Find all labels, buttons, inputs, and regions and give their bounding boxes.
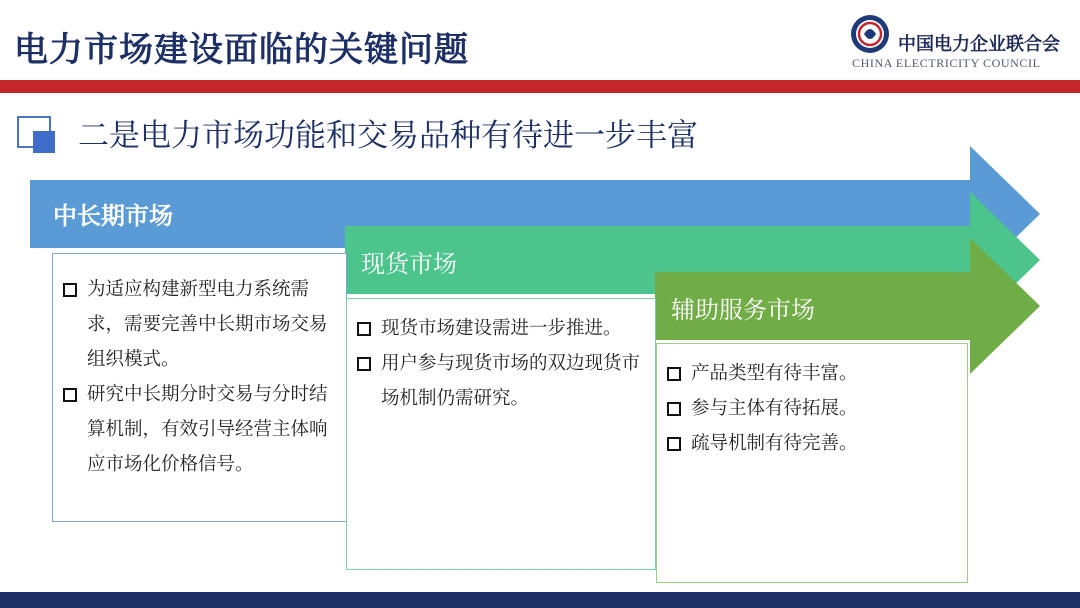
list-item: 为适应构建新型电力系统需求，需要完善中长期市场交易组织模式。 xyxy=(59,272,340,377)
spot-market-box xyxy=(346,298,656,570)
org-name-cn: 中国电力企业联合会 xyxy=(898,34,1060,55)
org-name-en: CHINA ELECTRICITY COUNCIL xyxy=(852,56,1041,70)
list-item: 研究中长期分时交易与分时结算机制，有效引导经营主体响应市场化价格信号。 xyxy=(59,377,340,482)
ancillary-market-box xyxy=(656,343,968,583)
section-subtitle: 二是电力市场功能和交易品种有待进一步丰富 xyxy=(78,118,698,154)
list-item: 产品类型有待丰富。 xyxy=(663,356,961,391)
checkbox-icon xyxy=(667,437,681,451)
footer-bar xyxy=(0,592,1080,608)
checkbox-icon xyxy=(63,388,77,402)
list-item: 用户参与现货市场的双边现货市场机制仍需研究。 xyxy=(353,346,649,416)
list-item: 参与主体有待拓展。 xyxy=(663,391,961,426)
page-title: 电力市场建设面临的关键问题 xyxy=(14,30,469,70)
checkbox-icon xyxy=(667,367,681,381)
market-label-spot: 现货市场 xyxy=(361,250,457,278)
list-item: 现货市场建设需进一步推进。 xyxy=(353,311,649,346)
checkbox-icon xyxy=(63,283,77,297)
long-term-market-box xyxy=(52,253,347,522)
list-item: 疏导机制有待完善。 xyxy=(663,426,961,461)
market-label-long-term: 中长期市场 xyxy=(53,202,173,230)
checkbox-icon xyxy=(667,402,681,416)
checkbox-icon xyxy=(357,322,371,336)
checkbox-icon xyxy=(357,357,371,371)
market-label-ancillary: 辅助服务市场 xyxy=(671,296,815,324)
